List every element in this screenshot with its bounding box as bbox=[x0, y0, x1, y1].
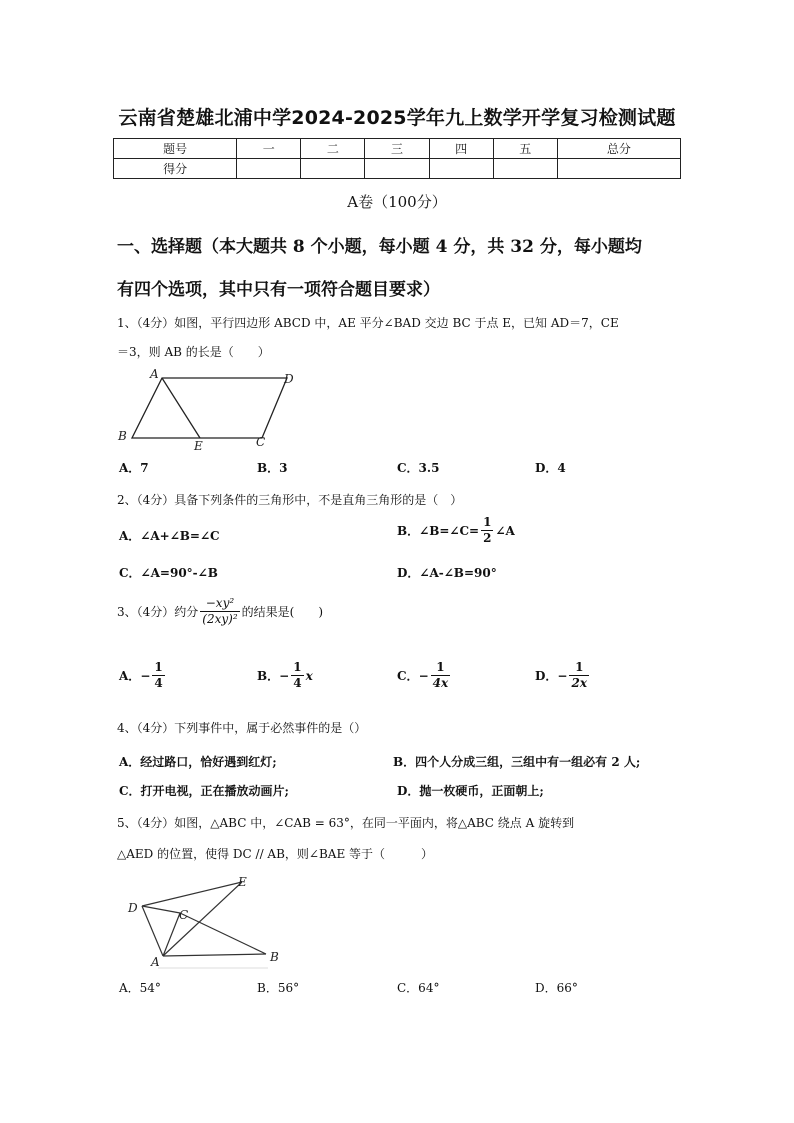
q2-option-b-fraction bbox=[481, 515, 493, 546]
q5-option-b[interactable]: B．56° bbox=[257, 981, 300, 995]
label-c: C bbox=[256, 435, 266, 449]
segment-ae bbox=[162, 378, 200, 438]
minus-sign: − bbox=[557, 668, 568, 683]
section-heading-line1: 一、选择题（本大题共 8 个小题，每小题 4 分，共 32 分，每小题均 bbox=[117, 237, 642, 257]
q4-option-a[interactable]: A．经过路口，恰好遇到红灯; bbox=[119, 755, 277, 769]
q4-option-b[interactable]: B．四个人分成三组，三组中有一组必有 2 人; bbox=[393, 755, 641, 769]
option-fraction bbox=[569, 660, 589, 691]
option-fraction bbox=[152, 660, 164, 691]
minus-sign: − bbox=[279, 668, 290, 683]
score-table-score-row bbox=[114, 159, 681, 179]
q5-rotation-figure bbox=[118, 868, 293, 973]
label-d: D bbox=[284, 372, 294, 386]
q3-stem-prefix: 3、（4分）约分 bbox=[117, 604, 199, 619]
label-e: E bbox=[194, 439, 203, 453]
label-d: D bbox=[128, 901, 138, 915]
q2-option-b-suffix: ∠A bbox=[495, 523, 515, 538]
q2-option-a[interactable]: A．∠A+∠B=∠C bbox=[119, 529, 220, 543]
score-cell: 二 bbox=[301, 139, 365, 159]
q5-option-d[interactable]: D．66° bbox=[535, 981, 578, 995]
q2-option-b-prefix: B．∠B=∠C= bbox=[397, 524, 480, 538]
score-cell bbox=[237, 159, 301, 179]
q3-option-b[interactable] bbox=[257, 660, 313, 691]
option-fraction bbox=[291, 660, 303, 691]
score-table-header-row bbox=[114, 139, 681, 159]
q1-stem-line1: 1、（4分）如图，平行四边形 ABCD 中，AE 平分∠BAD 交边 BC 于点 E，已知 AD＝7，CE bbox=[117, 316, 619, 330]
score-cell: 五 bbox=[493, 139, 557, 159]
option-fraction bbox=[431, 660, 451, 691]
minus-sign: − bbox=[418, 668, 429, 683]
parallelogram-abcd bbox=[132, 378, 287, 438]
option-label: B． bbox=[257, 669, 280, 683]
q5-option-c[interactable]: C．64° bbox=[397, 981, 440, 995]
fraction-numerator: −xy² bbox=[200, 596, 239, 612]
q2-stem: 2、（4分）具备下列条件的三角形中，不是直角三角形的是（ ） bbox=[117, 493, 463, 507]
score-cell bbox=[429, 159, 493, 179]
fraction-denominator: 4 bbox=[293, 676, 302, 690]
score-cell: 总分 bbox=[557, 139, 680, 159]
q4-option-c[interactable]: C．打开电视，正在播放动画片; bbox=[119, 784, 289, 798]
q5-stem-line2: △AED 的位置，使得 DC // AB，则∠BAE 等于（ ） bbox=[117, 847, 434, 861]
q4-stem: 4、（4分）下列事件中，属于必然事件的是（） bbox=[117, 721, 367, 735]
score-cell bbox=[301, 159, 365, 179]
minus-sign: − bbox=[140, 668, 151, 683]
fraction-denominator: 4 bbox=[154, 676, 163, 690]
fraction-numerator: 1 bbox=[293, 660, 302, 674]
option-variable: x bbox=[305, 668, 313, 683]
score-cell: 得分 bbox=[114, 159, 237, 179]
q5-stem-line1: 5、（4分）如图，△ABC 中，∠CAB = 63°，在同一平面内，将△ABC 绕点 A 旋转到 bbox=[117, 816, 575, 830]
fraction-denominator: 4x bbox=[432, 676, 449, 690]
q2-option-c[interactable]: C．∠A=90°-∠B bbox=[119, 566, 218, 580]
option-label: D． bbox=[535, 669, 558, 683]
score-cell: 一 bbox=[237, 139, 301, 159]
q3-stem bbox=[117, 596, 687, 627]
label-b: B bbox=[118, 429, 127, 443]
segment-ab bbox=[163, 954, 266, 956]
fraction-numerator: 1 bbox=[431, 660, 451, 676]
fraction-denominator: (2xy)² bbox=[202, 612, 238, 626]
q3-option-d[interactable] bbox=[535, 660, 591, 691]
segment-ae bbox=[163, 882, 242, 956]
score-cell bbox=[557, 159, 680, 179]
label-a: A bbox=[150, 367, 159, 381]
q4-option-d[interactable]: D．抛一枚硬币，正面朝上; bbox=[397, 784, 544, 798]
score-cell bbox=[365, 159, 429, 179]
label-e: E bbox=[238, 875, 247, 889]
fraction-numerator: 1 bbox=[569, 660, 589, 676]
section-heading-line2: 有四个选项，其中只有一项符合题目要求） bbox=[117, 280, 440, 300]
fraction-numerator: 1 bbox=[154, 660, 163, 674]
score-cell: 四 bbox=[429, 139, 493, 159]
score-cell: 三 bbox=[365, 139, 429, 159]
q1-parallelogram-figure bbox=[112, 366, 312, 456]
q1-stem-line2: ＝3，则 AB 的长是（ ） bbox=[117, 345, 270, 359]
fraction-numerator: 1 bbox=[483, 515, 492, 529]
q2-option-d[interactable]: D．∠A-∠B=90° bbox=[397, 566, 497, 580]
q2-option-b[interactable] bbox=[397, 515, 515, 546]
q1-option-c[interactable]: C．3.5 bbox=[397, 461, 440, 475]
q3-option-a[interactable] bbox=[119, 660, 167, 691]
score-table bbox=[113, 138, 681, 179]
label-a: A bbox=[151, 955, 160, 969]
score-cell: 题号 bbox=[114, 139, 237, 159]
q1-option-a[interactable]: A．7 bbox=[119, 461, 149, 475]
q3-expression-fraction bbox=[200, 596, 239, 627]
q3-stem-suffix: 的结果是( ) bbox=[241, 604, 324, 619]
q3-option-c[interactable] bbox=[397, 660, 452, 691]
exam-title: 云南省楚雄北浦中学2024-2025学年九上数学开学复习检测试题 bbox=[118, 107, 676, 129]
segment-dc bbox=[142, 906, 180, 913]
segment-ac bbox=[163, 913, 180, 956]
option-label: C． bbox=[397, 669, 419, 683]
segment-cb bbox=[180, 913, 266, 954]
segment-da bbox=[142, 906, 163, 956]
q1-option-d[interactable]: D．4 bbox=[535, 461, 566, 475]
q5-option-a[interactable]: A．54° bbox=[119, 981, 161, 995]
segment-de bbox=[142, 882, 242, 906]
score-cell bbox=[493, 159, 557, 179]
volume-heading: A卷（100分） bbox=[347, 193, 447, 211]
fraction-denominator: 2 bbox=[483, 531, 492, 545]
fraction-denominator: 2x bbox=[571, 676, 587, 690]
label-b: B bbox=[270, 950, 279, 964]
q1-option-b[interactable]: B．3 bbox=[257, 461, 288, 475]
option-label: A． bbox=[119, 669, 141, 683]
label-c: C bbox=[179, 908, 189, 922]
